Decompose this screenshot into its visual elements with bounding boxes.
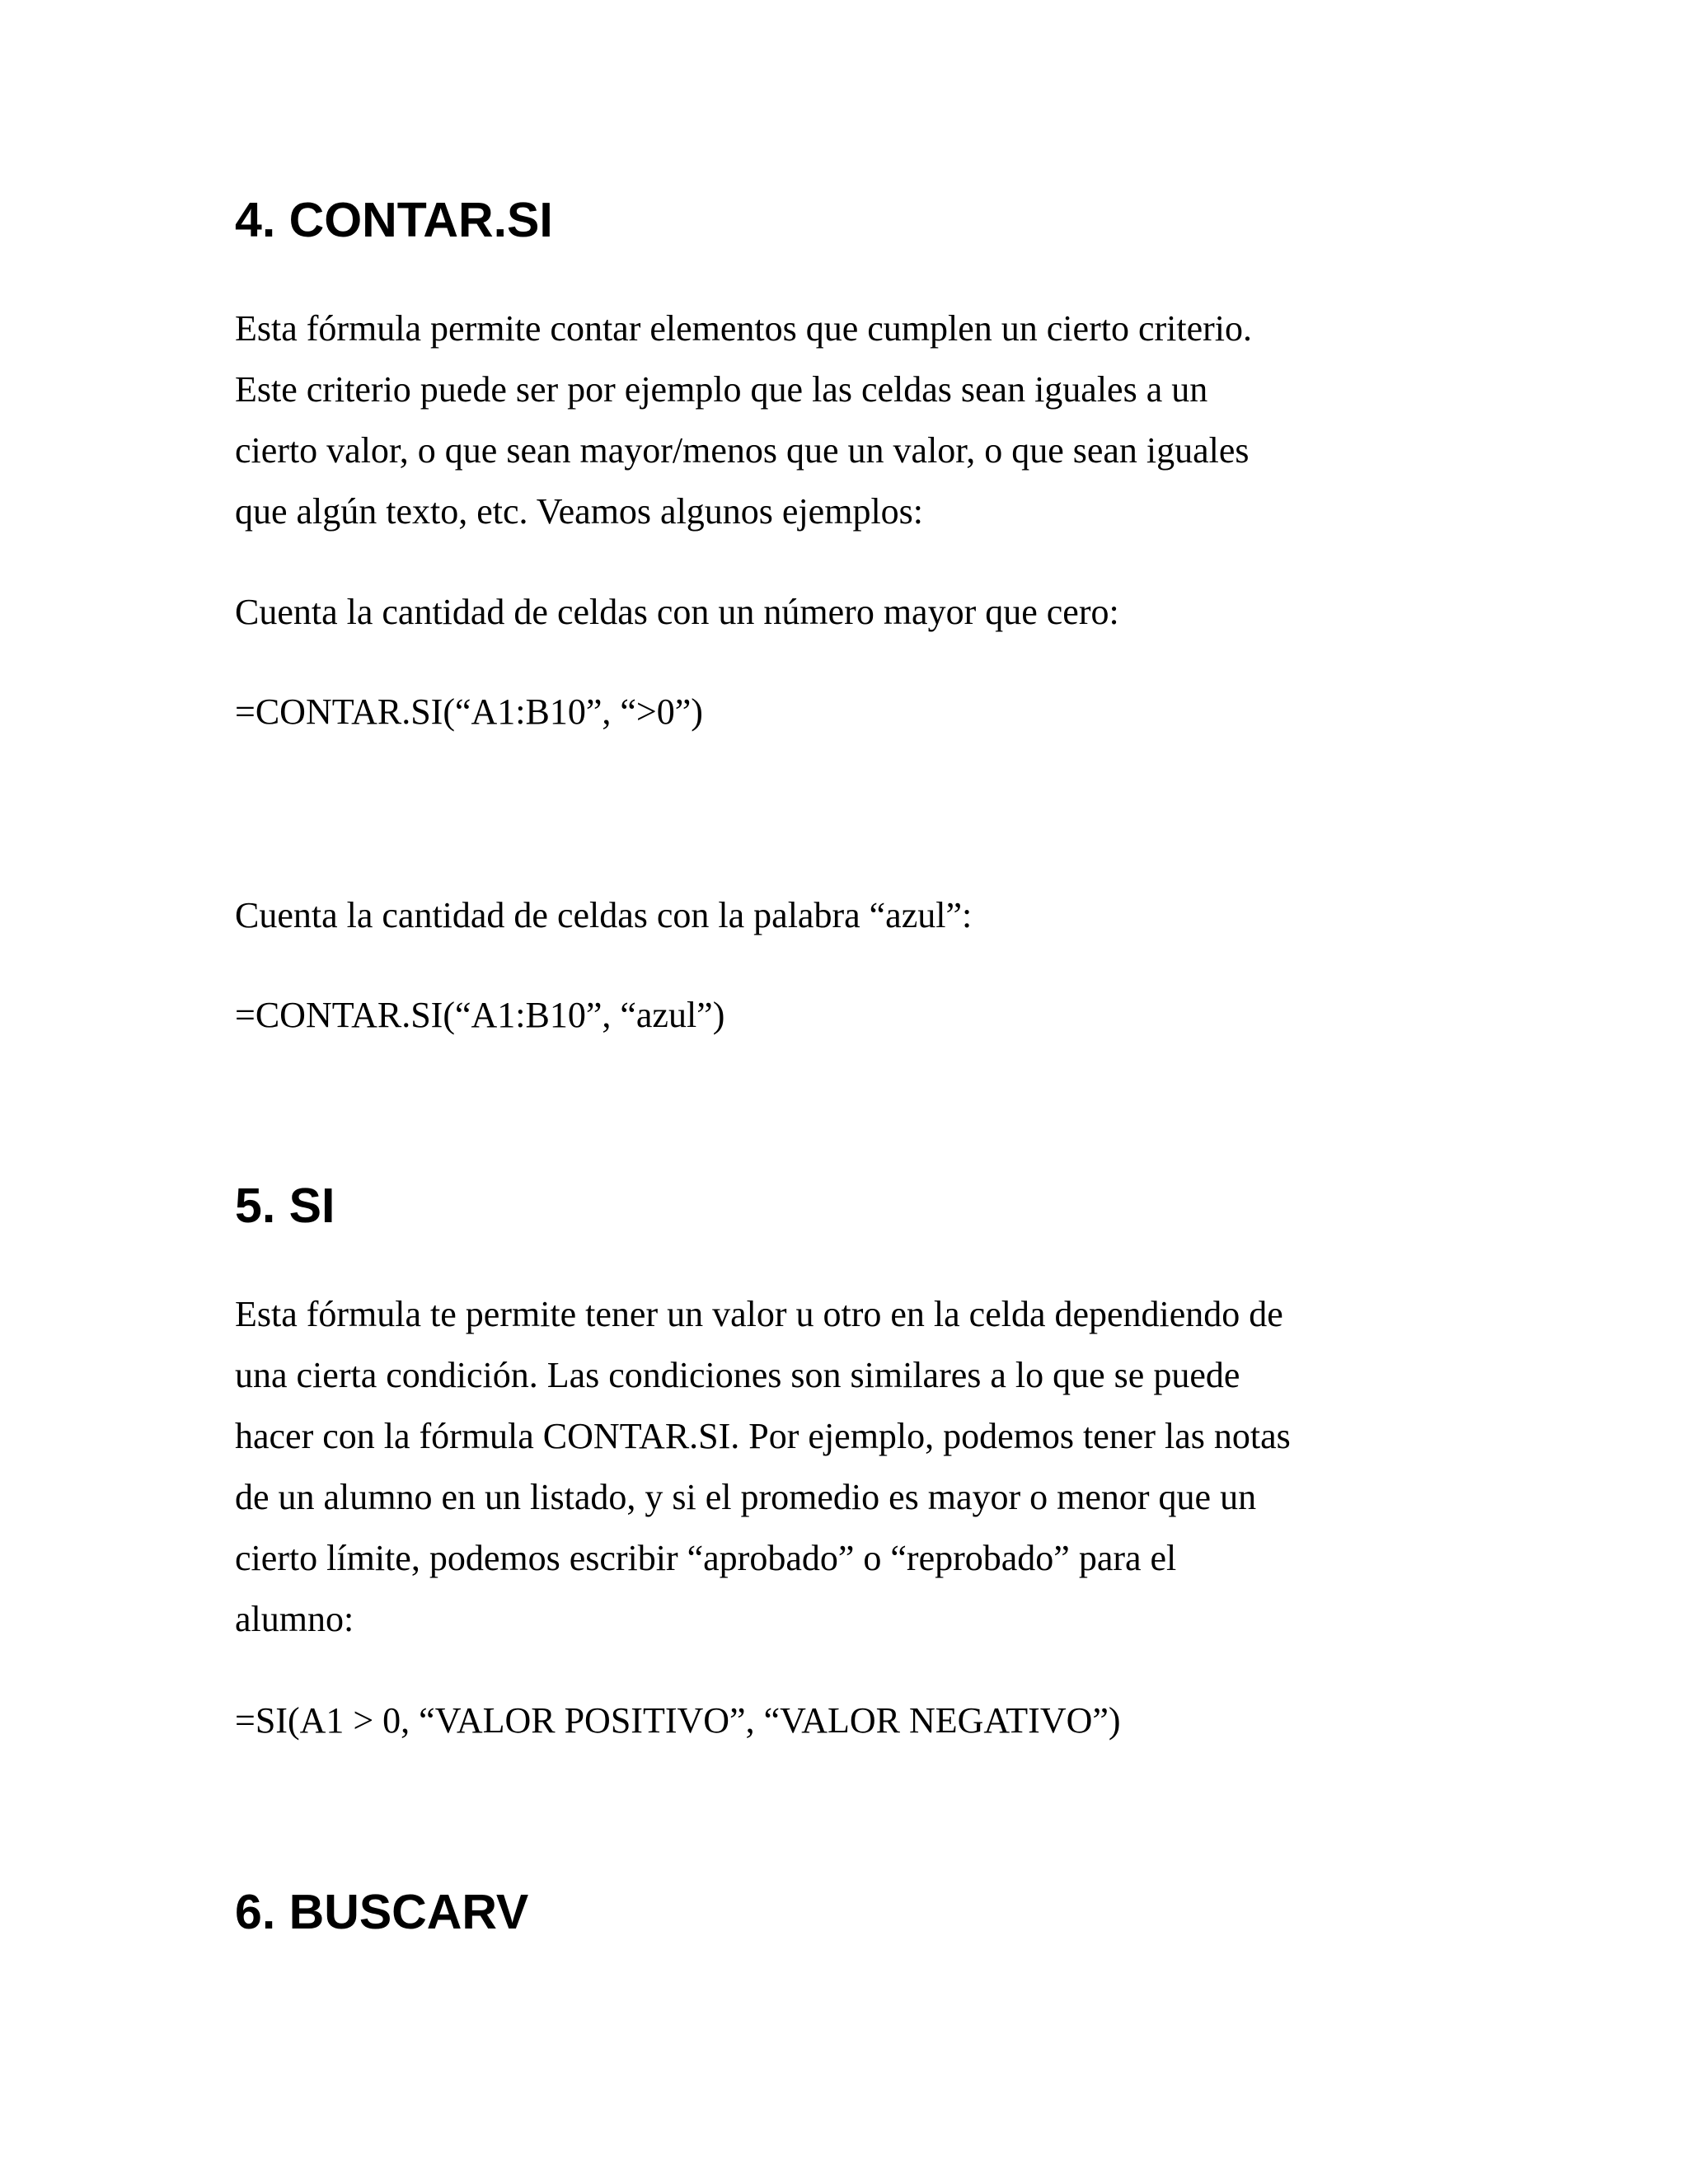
section-heading-contar-si: 4. CONTAR.SI [235,193,553,247]
intro-line: una cierta condición. Las condiciones son similares a lo que se puede [235,1355,1240,1395]
intro-line: que algún texto, etc. Veamos algunos ejemplos: [235,491,924,532]
intro-line: hacer con la fórmula CONTAR.SI. Por ejemplo, podemos tener las notas [235,1416,1291,1456]
section-heading-si: 5. SI [235,1179,335,1233]
intro-line: Este criterio puede ser por ejemplo que las celdas sean iguales a un [235,369,1208,410]
example-description: Cuenta la cantidad de celdas con la palabra “azul”: [235,895,973,935]
intro-line: alumno: [235,1599,354,1639]
section-heading-buscarv: 6. BUSCARV [235,1885,529,1939]
intro-line: cierto límite, podemos escribir “aprobado” o “reprobado” para el [235,1538,1177,1578]
section-intro-contar-si [235,298,1252,542]
intro-line: de un alumno en un listado, y si el promedio es mayor o menor que un [235,1477,1257,1517]
example-description: Cuenta la cantidad de celdas con un número mayor que cero: [235,592,1119,632]
example-formula: =CONTAR.SI(“A1:B10”, “>0”) [235,691,703,732]
intro-line: Esta fórmula permite contar elementos que cumplen un cierto criterio. [235,308,1252,349]
section-intro-si [235,1284,1291,1650]
intro-line: Esta fórmula te permite tener un valor u otro en la celda dependiendo de [235,1294,1283,1334]
intro-line: cierto valor, o que sean mayor/menos que un valor, o que sean iguales [235,430,1250,471]
example-formula: =SI(A1 > 0, “VALOR POSITIVO”, “VALOR NEGATIVO”) [235,1700,1121,1741]
example-formula: =CONTAR.SI(“A1:B10”, “azul”) [235,995,725,1035]
